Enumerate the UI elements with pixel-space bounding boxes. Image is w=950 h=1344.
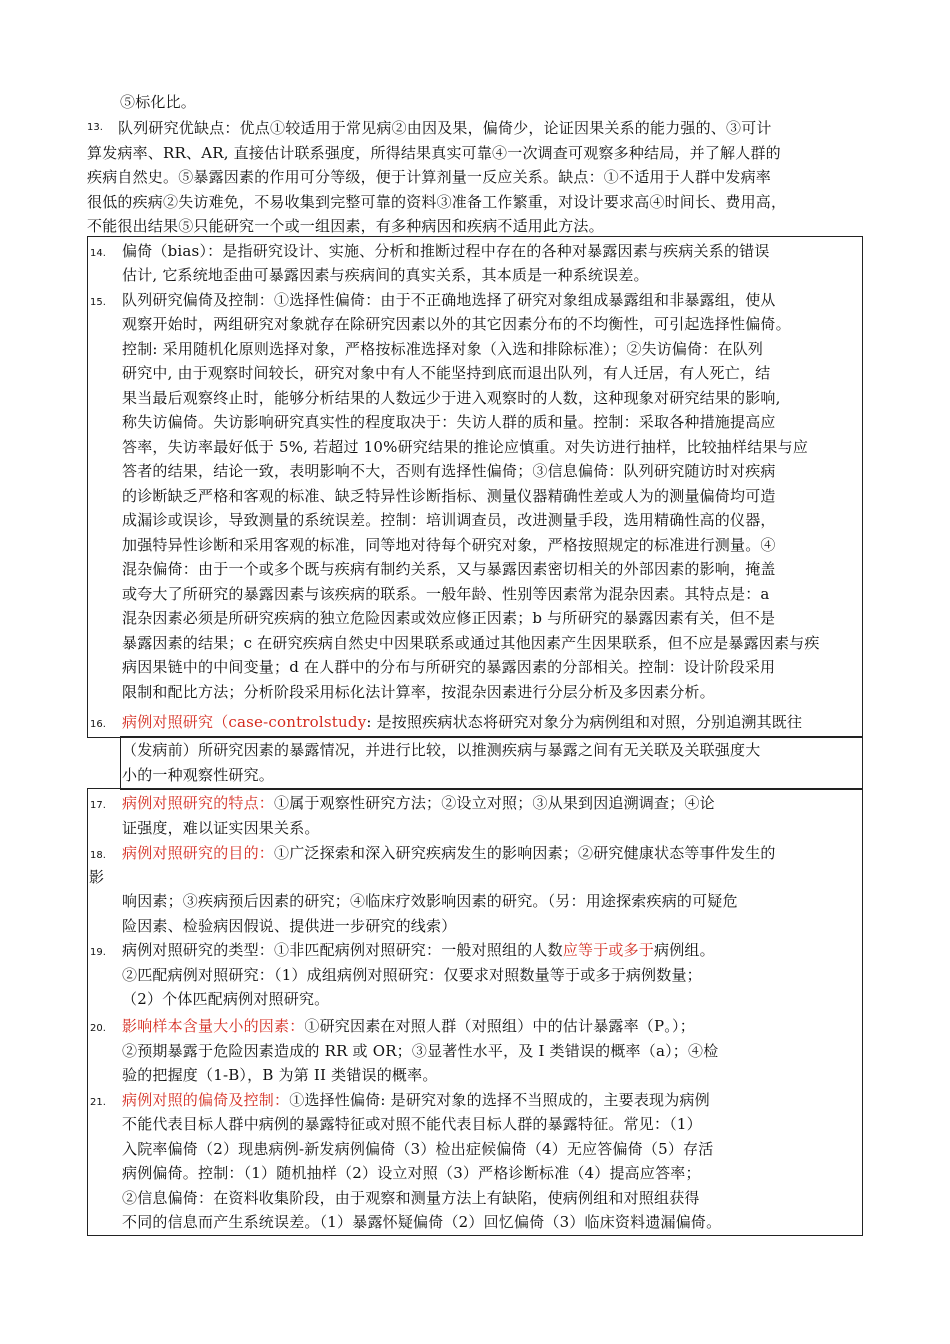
- text-line: 称失访偏倚。失访影响研究真实性的程度取决于：失访人群的质和量。控制：采取各种措施提高应: [122, 413, 776, 431]
- text-line: 果当最后观察终止时，能够分析结果的人数远少于进入观察时的人数，这种现象对研究结果的影响,: [122, 389, 781, 407]
- item-text: 病例对照研究的类型：①非匹配病例对照研究：一般对照组的人数: [122, 941, 563, 959]
- text-line: [122, 1015, 695, 1037]
- term-highlight: 病例对照研究的特点：: [122, 794, 275, 812]
- term-highlight: 影响样本含量大小的因素：: [122, 1017, 305, 1035]
- text-line: 不能很出结果⑤只能研究一个或一组因素，有多种病因和疾病不适用此方法。: [87, 217, 604, 235]
- item-number: 20.: [90, 1023, 106, 1034]
- text-line: 研究中, 由于观察时间较长，研究对象中有人不能坚持到底而退出队列，有人迁居，有人死亡，结: [122, 364, 771, 382]
- text-line: 病因果链中的中间变量；d 在人群中的分布与所研究的暴露因素的分部相关。控制：设计阶段采用: [122, 658, 776, 676]
- text-line: 暴露因素的结果；c 在研究疾病自然史中因果联系或通过其他因素产生因果联系，但不应是暴露因素与疾: [122, 634, 820, 652]
- term-highlight: 病例对照研究（case-controlstudy: [122, 713, 367, 731]
- text-line: 小的一种观察性研究。: [122, 766, 275, 784]
- term-definition: ①广泛探索和深入研究疾病发生的影响因素；②研究健康状态等事件发生的: [274, 844, 776, 862]
- text-line: [122, 1089, 710, 1111]
- item-number: 18.: [90, 850, 106, 861]
- text-line: 或夸大了所研究的暴露因素与该疾病的联系。一般年龄、性别等因素常为混杂因素。其特点是：a: [122, 585, 770, 603]
- text-line: 验的把握度（1-B），B 为第 II 类错误的概率。: [122, 1066, 438, 1084]
- text-line: ②预期暴露于危险因素造成的 RR 或 OR；③显著性水平，及 I 类错误的概率（a）；④检: [122, 1042, 719, 1060]
- text-line: 加强特异性诊断和采用客观的标准，同等地对待每个研究对象，严格按照规定的标准进行测量。④: [122, 536, 776, 554]
- term-definition: ①属于观察性研究方法；②设立对照；③从果到因追溯调查；④论: [274, 794, 715, 812]
- item-text: 病例组。: [654, 941, 715, 959]
- text-line: 成漏诊或误诊，导致测量的系统误差。控制：培训调查员，改进测量手段，选用精确性高的仪器，: [122, 511, 776, 529]
- text-line: ②匹配病例对照研究：（1）成组病例对照研究：仅要求对照数量等于或多于病例数量；: [122, 966, 702, 984]
- text-line: （发病前）所研究因素的暴露情况，并进行比较，以推测疾病与暴露之间有无关联及关联强度大: [122, 741, 761, 759]
- text-line: 队列研究优缺点：优点①较适用于常见病②由因及果，偏倚少，论证因果关系的能力强的、③可计: [118, 119, 772, 137]
- text-line: 估计, 它系统地歪曲可暴露因素与疾病间的真实关系，其本质是一种系统误差。: [122, 266, 649, 284]
- text-line: 的诊断缺乏严格和客观的标准、缺乏特异性诊断指标、测量仪器精确性差或人为的测量偏倚均可造: [122, 487, 776, 505]
- term-definition: ①选择性偏倚: 是研究对象的选择不当照成的，主要表现为病例: [289, 1091, 710, 1109]
- text-line: 混杂因素必须是所研究疾病的独立危险因素或效应修正因素；b 与所研究的暴露因素有关，但不是: [122, 609, 776, 627]
- term-highlight: 应等于或多于: [562, 941, 655, 959]
- text-line: 疾病自然史。⑤暴露因素的作用可分等级，便于计算剂量一反应关系。缺点：①不适用于人群中发病率: [87, 168, 772, 186]
- item-number: 19.: [90, 947, 106, 958]
- text-line: [122, 711, 802, 733]
- term-definition: ①研究因素在对照人群（对照组）中的估计暴露率（P。）；: [304, 1017, 695, 1035]
- item-number: 17.: [90, 800, 106, 811]
- text-line: 算发病率、RR、AR, 直接估计联系强度，所得结果真实可靠④一次调查可观察多种结局，并了解人群的: [87, 144, 781, 162]
- text-line: 控制: 采用随机化原则选择对象，严格按标准选择对象（入选和排除标准）；②失访偏倚：在队列: [122, 340, 764, 358]
- text-line: [122, 842, 776, 864]
- term-highlight: 病例对照研究的目的：: [122, 844, 275, 862]
- text-line: ②信息偏倚：在资料收集阶段，由于观察和测量方法上有缺陷，使病例组和对照组获得: [122, 1189, 700, 1207]
- text-line: 响因素；③疾病预后因素的研究；④临床疗效影响因素的研究。（另：用途探索疾病的可疑危: [122, 892, 738, 910]
- text-line: 不能代表目标人群中病例的暴露特征或对照不能代表目标人群的暴露特征。常见：（1）: [122, 1115, 702, 1133]
- text-line: 很低的疾病②失访难免，不易收集到完整可靠的资料③准备工作繁重，对设计要求高④时间长、费用高，: [87, 193, 787, 211]
- text-line: ⑤标化比。: [120, 93, 197, 111]
- text-line: 混杂偏倚：由于一个或多个既与疾病有制约关系，又与暴露因素密切相关的外部因素的影响，掩盖: [122, 560, 776, 578]
- text-line: （2）个体匹配病例对照研究。: [122, 990, 330, 1008]
- text-line: 证强度，难以证实因果关系。: [122, 819, 320, 837]
- text-line: 偏倚（bias）：是指研究设计、实施、分析和推断过程中存在的各种对暴露因素与疾病关系的错误: [122, 242, 770, 260]
- text-line: 不同的信息而产生系统误差。（1）暴露怀疑偏倚（2）回忆偏倚（3）临床资料遗漏偏倚。: [122, 1213, 722, 1231]
- text-line: [122, 939, 715, 961]
- text-line: 入院率偏倚（2）现患病例-新发病例偏倚（3）检出症候偏倚（4）无应答偏倚（5）存活: [122, 1140, 714, 1158]
- text-line: 险因素、检验病因假说、提供进一步研究的线索）: [122, 917, 457, 935]
- text-line: 答率，失访率最好低于 5%, 若超过 10%研究结果的推论应慎重。对失访进行抽样，比较抽样结果与应: [122, 438, 809, 456]
- item-number: 15.: [90, 297, 106, 308]
- text-line: 病例偏倚。控制：（1）随机抽样（2）设立对照（3）严格诊断标准（4）提高应答率；: [122, 1164, 701, 1182]
- text-line: 观察开始时，两组研究对象就存在除研究因素以外的其它因素分布的不均衡性，可引起选择性偏倚。: [122, 315, 791, 333]
- text-line: 队列研究偏倚及控制：①选择性偏倚：由于不正确地选择了研究对象组成暴露组和非暴露组，使从: [122, 291, 776, 309]
- item-number: 21.: [90, 1097, 106, 1108]
- term-definition: : 是按照疾病状态将研究对象分为病例组和对照，分别追溯其既往: [366, 713, 803, 731]
- text-line: 限制和配比方法；分析阶段采用标化法计算率，按混杂因素进行分层分析及多因素分析。: [122, 683, 715, 701]
- item-number: 13.: [87, 122, 103, 133]
- text-line: [122, 792, 715, 814]
- text-line: 影: [89, 868, 105, 886]
- item-number: 16.: [90, 719, 106, 730]
- term-highlight: 病例对照的偏倚及控制：: [122, 1091, 290, 1109]
- item-number: 14.: [90, 248, 106, 259]
- text-line: 答者的结果，结论一致，表明影响不大，否则有选择性偏倚；③信息偏倚：队列研究随访时对疾病: [122, 462, 776, 480]
